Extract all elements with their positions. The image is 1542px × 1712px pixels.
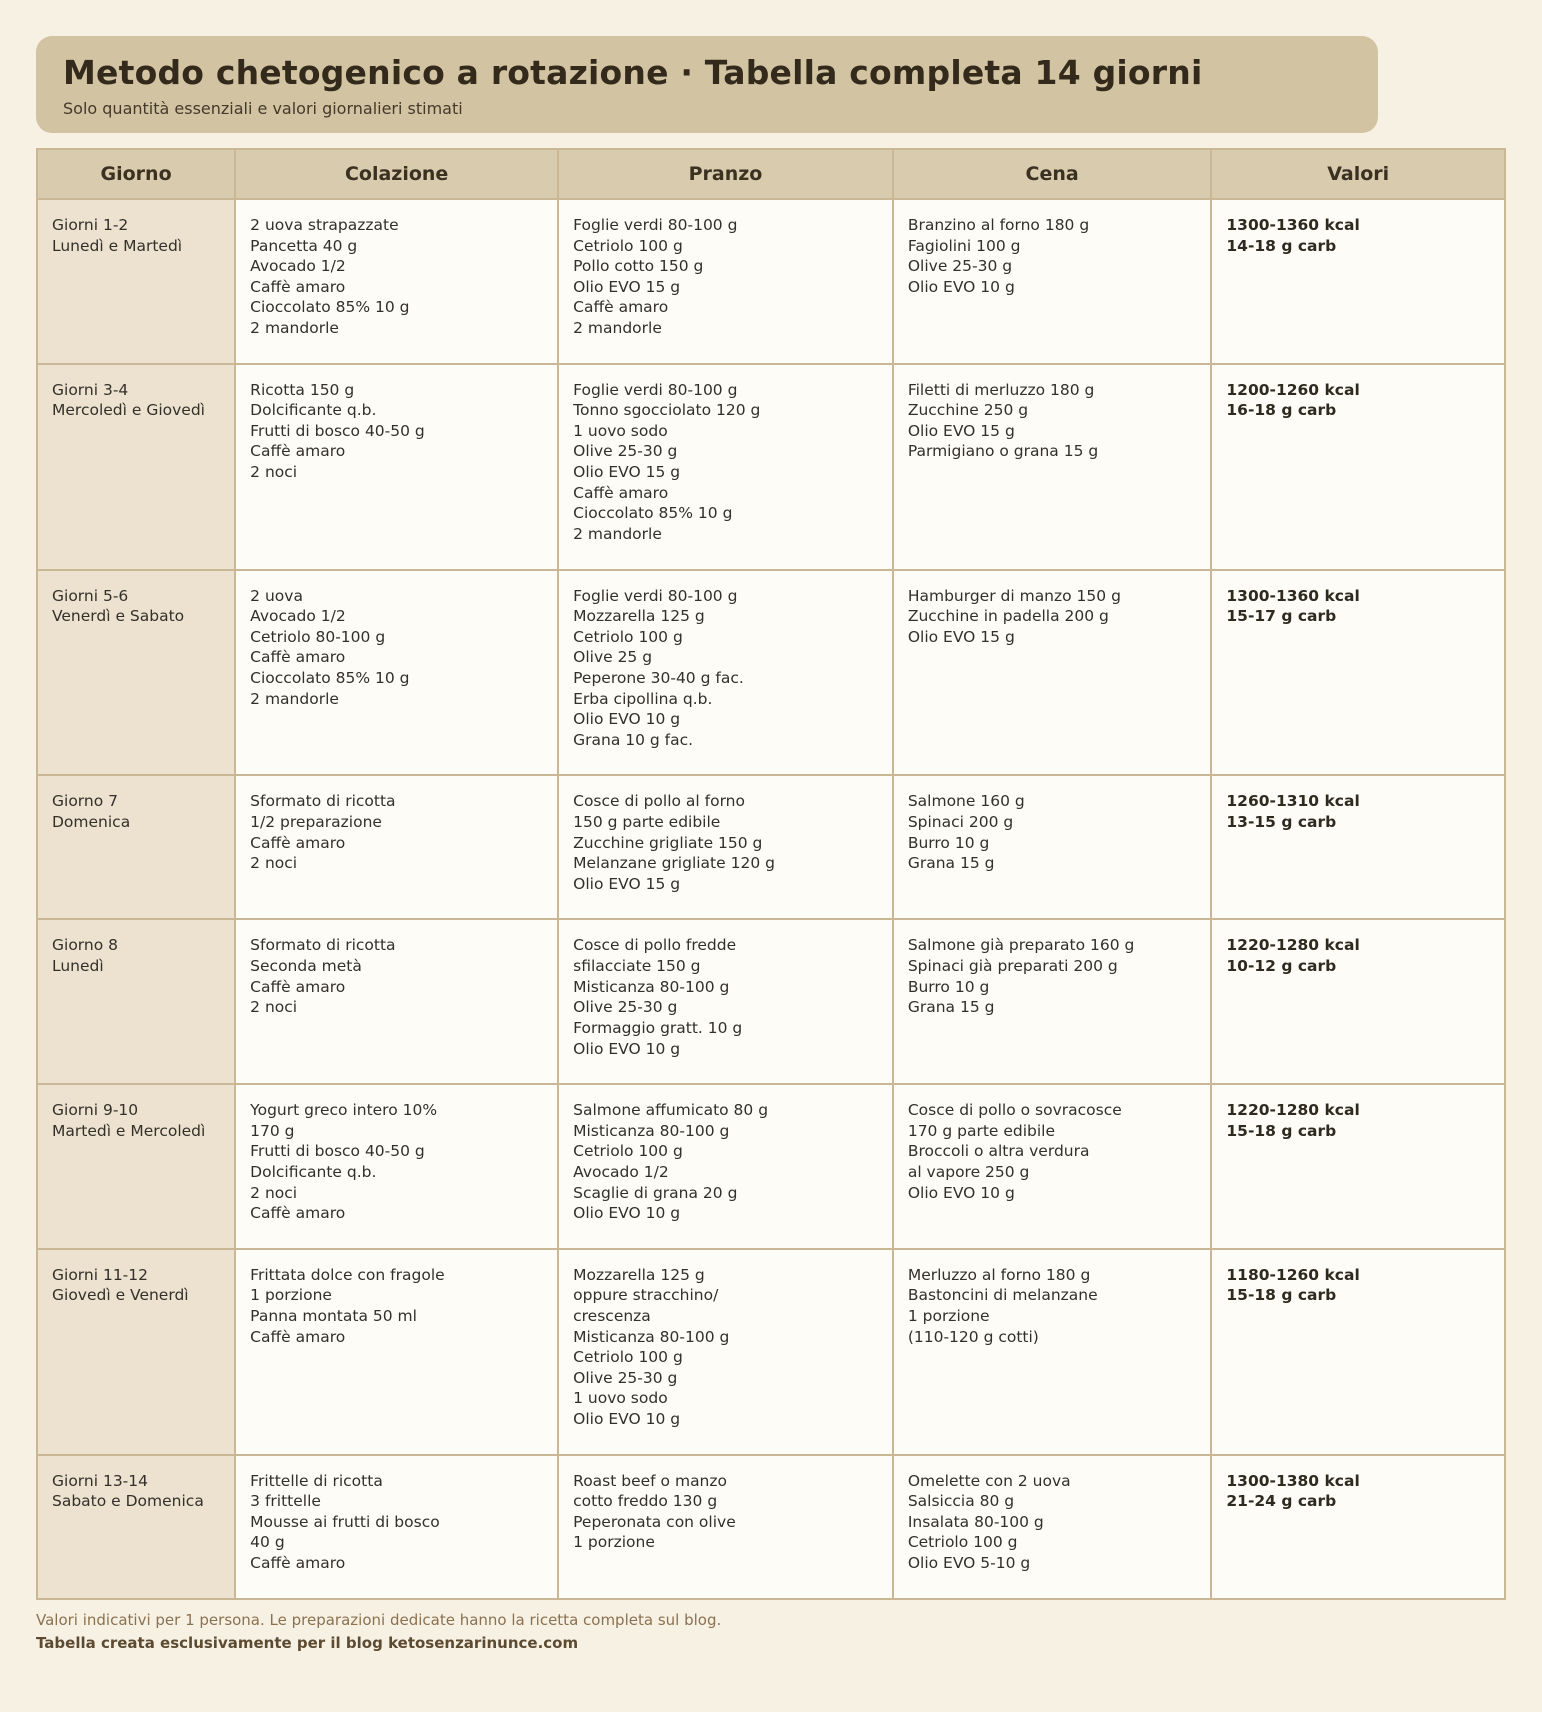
column-header-giorno: Giorno [37,149,235,199]
meal-plan-table [36,148,1506,1600]
table-row [37,919,1505,1084]
pranzo-line: Olio EVO 15 g [573,874,681,893]
cena-line: Fagiolini 100 g [907,236,1021,255]
title-banner [36,36,1378,133]
colazione-line: 2 noci [250,463,298,482]
pranzo-line: Olio EVO 10 g [573,1204,681,1223]
pranzo-line: Foglie verdi 80-100 g [573,216,738,234]
colazione-line: Cioccolato 85% 10 g [250,298,410,317]
pranzo-line: Melanzane grigliate 120 g [573,854,775,873]
pranzo-cell [558,919,893,1084]
cena-line: Zucchine in padella 200 g [907,607,1109,626]
colazione-line: Sformato di ricotta [250,936,396,955]
colazione-line: Cetriolo 80-100 g [250,627,386,646]
footer-credit: Tabella creata esclusivamente per il blog ketosenzarinunce.com [36,1633,579,1652]
cena-line: 170 g parte edibile [907,1121,1056,1140]
colazione-line: 2 uova strapazzate [250,216,399,234]
cena-line: Burro 10 g [907,977,990,996]
valori-line: 1300-1360 kcal [1226,216,1360,234]
column-header-pranzo: Pranzo [558,149,893,199]
colazione-line: 2 mandorle [250,319,339,338]
table-header-row [37,149,1505,199]
cena-line: Salmone 160 g [907,792,1025,811]
colazione-line: Mousse ai frutti di bosco [250,1512,440,1531]
cena-cell [893,1084,1212,1249]
pranzo-line: Olio EVO 15 g [573,463,681,482]
pranzo-line: 1 uovo sodo [573,421,668,440]
cena-cell [893,1455,1212,1599]
colazione-cell [235,919,558,1084]
pranzo-cell [558,1249,893,1455]
colazione-cell [235,199,558,364]
pranzo-line: Roast beef o manzo [573,1471,728,1490]
column-header-cena: Cena [893,149,1212,199]
pranzo-line: Misticanza 80-100 g [573,1121,730,1140]
pranzo-line: Olio EVO 10 g [573,1410,681,1429]
valori-cell [1211,775,1505,919]
pranzo-line: Erba cipollina q.b. [573,689,713,708]
colazione-line: 170 g [250,1121,295,1140]
pranzo-line: Cetriolo 100 g [573,627,683,646]
colazione-line: Frutti di bosco 40-50 g [250,1142,425,1161]
giorno-line: Venerdì e Sabato [52,607,185,626]
pranzo-line: Olive 25-30 g [573,442,678,461]
colazione-line: 2 noci [250,998,298,1017]
valori-line: 13-15 g carb [1226,813,1337,832]
colazione-line: Panna montata 50 ml [250,1306,417,1325]
cena-line: Grana 15 g [907,998,995,1017]
pranzo-line: Caffè amaro [573,483,669,502]
colazione-cell [235,364,558,570]
cena-cell [893,570,1212,776]
pranzo-line: Olio EVO 15 g [573,277,681,296]
valori-line: 10-12 g carb [1226,957,1337,976]
pranzo-line: Tonno sgocciolato 120 g [573,401,761,420]
table-row [37,775,1505,919]
colazione-line: Frutti di bosco 40-50 g [250,421,425,440]
valori-line: 1200-1260 kcal [1226,380,1360,399]
pranzo-line: Misticanza 80-100 g [573,977,730,996]
cena-line: Olio EVO 10 g [907,1183,1015,1202]
cena-line: Omelette con 2 uova [907,1471,1071,1490]
giorno-cell [37,1084,235,1249]
cena-line: Zucchine 250 g [907,401,1029,420]
colazione-line: Caffè amaro [250,1204,346,1223]
pranzo-line: crescenza [573,1306,651,1325]
valori-cell [1211,364,1505,570]
giorno-line: Giorni 1-2 [52,216,129,234]
pranzo-line: 2 mandorle [573,524,662,543]
colazione-cell [235,1249,558,1455]
giorno-line: Martedì e Mercoledì [52,1121,206,1140]
valori-cell [1211,199,1505,364]
colazione-line: Pancetta 40 g [250,236,358,255]
valori-cell [1211,1084,1505,1249]
valori-line: 1300-1360 kcal [1226,586,1360,605]
colazione-line: Caffè amaro [250,277,346,296]
page-title: Metodo chetogenico a rotazione · Tabella completa 14 giorni [63,53,1203,92]
giorno-line: Giorno 8 [52,936,118,955]
giorno-cell [37,364,235,570]
cena-line: Olio EVO 5-10 g [907,1554,1031,1573]
pranzo-cell [558,1455,893,1599]
giorno-cell [37,570,235,776]
colazione-cell [235,775,558,919]
colazione-cell [235,570,558,776]
cena-cell [893,364,1212,570]
colazione-line: Ricotta 150 g [250,380,355,399]
pranzo-line: Olio EVO 10 g [573,710,681,729]
colazione-line: Dolcificante q.b. [250,1162,377,1181]
pranzo-line: Foglie verdi 80-100 g [573,380,738,399]
pranzo-line: Cioccolato 85% 10 g [573,504,733,523]
pranzo-cell [558,364,893,570]
cena-cell [893,199,1212,364]
pranzo-line: 1 porzione [573,1533,655,1552]
pranzo-cell [558,199,893,364]
colazione-line: Dolcificante q.b. [250,401,377,420]
pranzo-line: Cetriolo 100 g [573,236,683,255]
cena-line: Insalata 80-100 g [907,1512,1044,1531]
colazione-cell [235,1084,558,1249]
colazione-line: 2 uova [250,586,303,605]
cena-line: Olio EVO 15 g [907,421,1015,440]
pranzo-line: 1 uovo sodo [573,1389,668,1408]
cena-line: Salsiccia 80 g [907,1492,1015,1511]
cena-line: Cetriolo 100 g [907,1533,1018,1552]
colazione-line: Avocado 1/2 [250,607,346,626]
cena-line: Salmone già preparato 160 g [907,936,1135,955]
pranzo-line: Mozzarella 125 g [573,607,705,626]
pranzo-line: Olive 25-30 g [573,1368,678,1387]
table-row [37,199,1505,364]
pranzo-line: Caffè amaro [573,298,669,317]
table-body [37,199,1505,1599]
table-row [37,364,1505,570]
pranzo-line: Cosce di pollo al forno [573,792,745,811]
cena-cell [893,919,1212,1084]
pranzo-line: Avocado 1/2 [573,1162,669,1181]
cena-line: Spinaci 200 g [907,813,1014,832]
valori-line: 1300-1380 kcal [1226,1471,1360,1490]
colazione-line: Seconda metà [250,957,362,976]
pranzo-line: Cosce di pollo fredde [573,936,737,955]
colazione-line: 3 frittelle [250,1492,321,1511]
cena-line: (110-120 g cotti) [907,1327,1039,1346]
cena-line: Olio EVO 15 g [907,627,1015,646]
colazione-line: Yogurt greco intero 10% [250,1101,438,1120]
valori-line: 15-18 g carb [1226,1286,1337,1305]
colazione-line: 2 noci [250,1183,298,1202]
table-row [37,1084,1505,1249]
cena-line: Olio EVO 10 g [907,277,1015,296]
giorno-line: Giorni 3-4 [52,380,129,399]
cena-line: Grana 15 g [907,854,995,873]
pranzo-line: Formaggio gratt. 10 g [573,1018,743,1037]
giorno-cell [37,919,235,1084]
pranzo-line: Foglie verdi 80-100 g [573,586,738,605]
valori-line: 15-18 g carb [1226,1121,1337,1140]
colazione-line: 2 mandorle [250,689,339,708]
cena-line: Cosce di pollo o sovracosce [907,1101,1122,1120]
giorno-cell [37,199,235,364]
pranzo-cell [558,570,893,776]
pranzo-line: cotto freddo 130 g [573,1492,718,1511]
pranzo-line: Olive 25 g [573,648,653,667]
footer-note: Valori indicativi per 1 persona. Le preparazioni dedicate hanno la ricetta completa sul blog. [36,1610,722,1629]
giorno-line: Lunedì e Martedì [52,236,183,255]
colazione-line: Caffè amaro [250,977,346,996]
pranzo-line: Olio EVO 10 g [573,1039,681,1058]
cena-cell [893,775,1212,919]
giorno-line: Giovedì e Venerdì [52,1286,189,1305]
valori-line: 14-18 g carb [1226,236,1337,255]
pranzo-line: Mozzarella 125 g [573,1265,705,1284]
colazione-line: 40 g [250,1533,285,1552]
giorno-line: Mercoledì e Giovedì [52,401,205,420]
pranzo-line: Peperonata con olive [573,1512,736,1531]
giorno-line: Giorni 13-14 [52,1471,148,1490]
giorno-line: Lunedì [52,957,104,976]
valori-line: 1220-1280 kcal [1226,936,1360,955]
cena-line: al vapore 250 g [907,1162,1030,1181]
valori-cell [1211,1455,1505,1599]
valori-cell [1211,570,1505,776]
pranzo-line: 2 mandorle [573,319,662,338]
table-row [37,1249,1505,1455]
pranzo-line: Pollo cotto 150 g [573,257,704,276]
pranzo-line: Peperone 30-40 g fac. [573,668,744,687]
giorno-cell [37,1455,235,1599]
giorno-line: Sabato e Domenica [52,1492,204,1511]
valori-line: 1220-1280 kcal [1226,1101,1360,1120]
cena-line: Merluzzo al forno 180 g [907,1265,1091,1284]
cena-line: Broccoli o altra verdura [907,1142,1090,1161]
cena-line: Bastoncini di melanzane [907,1286,1098,1305]
colazione-line: 1/2 preparazione [250,813,382,832]
colazione-cell [235,1455,558,1599]
colazione-line: Frittata dolce con fragole [250,1265,445,1284]
colazione-line: Cioccolato 85% 10 g [250,668,410,687]
column-header-colazione: Colazione [235,149,558,199]
giorno-line: Domenica [52,813,131,832]
colazione-line: Caffè amaro [250,1554,346,1573]
colazione-line: Caffè amaro [250,1327,346,1346]
colazione-line: 1 porzione [250,1286,332,1305]
pranzo-line: Cetriolo 100 g [573,1348,683,1367]
pranzo-line: Scaglie di grana 20 g [573,1183,738,1202]
pranzo-line: Zucchine grigliate 150 g [573,833,763,852]
cena-line: 1 porzione [907,1306,990,1325]
cena-line: Spinaci già preparati 200 g [907,957,1118,976]
giorno-line: Giorni 5-6 [52,586,129,605]
pranzo-cell [558,775,893,919]
pranzo-line: oppure stracchino/ [573,1286,719,1305]
giorno-cell [37,1249,235,1455]
giorno-line: Giorni 9-10 [52,1101,139,1120]
valori-line: 1180-1260 kcal [1226,1265,1360,1284]
cena-line: Hamburger di manzo 150 g [907,586,1121,605]
cena-line: Parmigiano o grana 15 g [907,442,1099,461]
valori-cell [1211,1249,1505,1455]
pranzo-line: sfilacciate 150 g [573,957,701,976]
colazione-line: Avocado 1/2 [250,257,346,276]
giorno-line: Giorno 7 [52,792,118,811]
page-subtitle: Solo quantità essenziali e valori giornalieri stimati [63,99,463,118]
pranzo-line: Olive 25-30 g [573,998,678,1017]
valori-cell [1211,919,1505,1084]
colazione-line: Caffè amaro [250,442,346,461]
pranzo-line: Misticanza 80-100 g [573,1327,730,1346]
pranzo-line: Salmone affumicato 80 g [573,1101,769,1120]
cena-line: Filetti di merluzzo 180 g [907,380,1095,399]
colazione-line: Frittelle di ricotta [250,1471,383,1490]
giorno-cell [37,775,235,919]
valori-line: 1260-1310 kcal [1226,792,1360,811]
table-row [37,1455,1505,1599]
page-footer [36,1611,1506,1652]
colazione-line: Caffè amaro [250,833,346,852]
giorno-line: Giorni 11-12 [52,1265,148,1284]
valori-line: 16-18 g carb [1226,401,1337,420]
table-head [37,149,1505,199]
pranzo-cell [558,1084,893,1249]
cena-line: Olive 25-30 g [907,257,1013,276]
table-row [37,570,1505,776]
colazione-line: Sformato di ricotta [250,792,396,811]
cena-line: Branzino al forno 180 g [907,216,1090,234]
cena-line: Burro 10 g [907,833,990,852]
pranzo-line: Grana 10 g fac. [573,730,694,749]
colazione-line: Caffè amaro [250,648,346,667]
column-header-valori: Valori [1211,149,1505,199]
valori-line: 21-24 g carb [1226,1492,1337,1511]
valori-line: 15-17 g carb [1226,607,1337,626]
cena-cell [893,1249,1212,1455]
pranzo-line: Cetriolo 100 g [573,1142,683,1161]
pranzo-line: 150 g parte edibile [573,813,721,832]
colazione-line: 2 noci [250,854,298,873]
